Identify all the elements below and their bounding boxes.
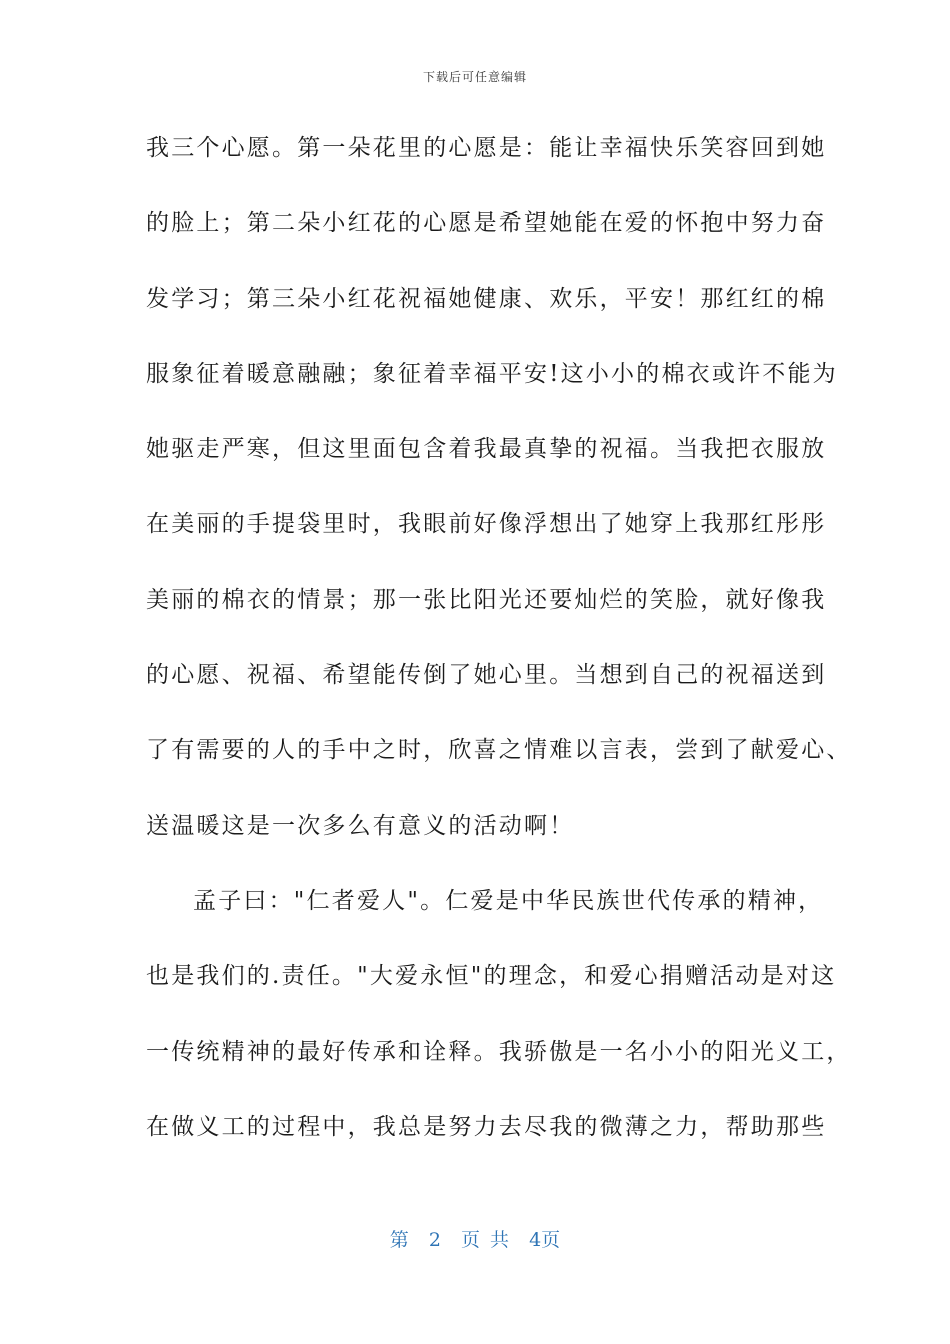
body-line: 也是我们的.责任。"大爱永恒"的理念，和爱心捐赠活动是对这 <box>146 963 837 990</box>
document-body <box>146 128 852 1182</box>
paragraph-start-line: 孟子曰："仁者爱人"。仁爱是中华民族世代传承的精神， <box>193 887 824 914</box>
body-line: 送温暖这是一次多么有意义的活动啊！ <box>146 812 575 839</box>
page-number-footer <box>0 1225 950 1252</box>
body-line: 发学习；第三朵小红花祝福她健康、欢乐，平安！那红红的棉 <box>146 285 827 312</box>
body-line: 的脸上；第二朵小红花的心愿是希望她能在爱的怀抱中努力奋 <box>146 210 827 237</box>
total-pages: 4页 <box>529 1229 561 1251</box>
page-label-middle: 页 共 <box>461 1229 510 1251</box>
page-label-prefix: 第 <box>389 1229 409 1251</box>
body-line: 在做义工的过程中，我总是努力去尽我的微薄之力，帮助那些 <box>146 1113 827 1140</box>
body-line: 在美丽的手提袋里时，我眼前好像浮想出了她穿上我那红彤彤 <box>146 511 827 538</box>
body-line: 服象征着暖意融融；象征着幸福平安!这小小的棉衣或许不能为 <box>146 360 838 387</box>
body-line: 我三个心愿。第一朵花里的心愿是：能让幸福快乐笑容回到她 <box>146 135 827 161</box>
page-header-note: 下载后可任意编辑 <box>422 70 527 84</box>
body-line: 她驱走严寒，但这里面包含着我最真挚的祝福。当我把衣服放 <box>146 436 827 463</box>
body-line: 的心愿、祝福、希望能传倒了她心里。当想到自己的祝福送到 <box>146 662 827 689</box>
body-line: 了有需要的人的手中之时，欣喜之情难以言表，尝到了献爱心、 <box>146 737 852 764</box>
body-line: 美丽的棉衣的情景；那一张比阳光还要灿烂的笑脸，就好像我 <box>146 586 827 613</box>
current-page-number: 2 <box>428 1229 441 1251</box>
body-line: 一传统精神的最好传承和诠释。我骄傲是一名小小的阳光义工， <box>146 1038 852 1065</box>
